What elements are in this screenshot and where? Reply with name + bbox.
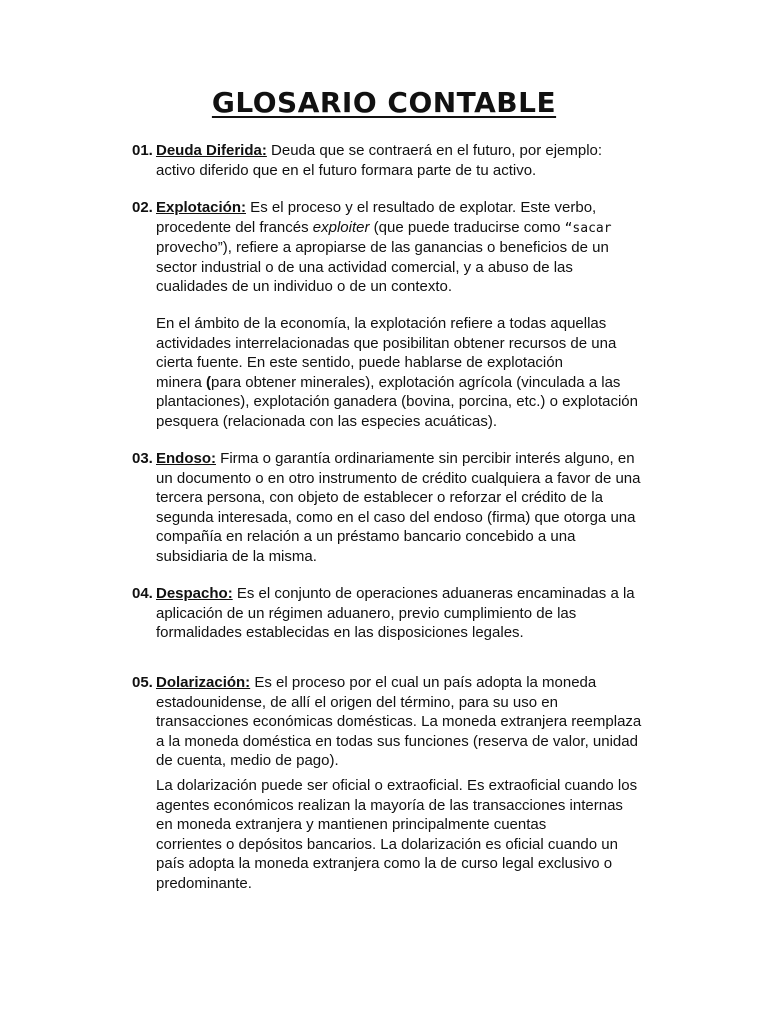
entry-line: La dolarización puede ser oficial o extraoficial. Es extraoficial cuando los [156,777,638,794]
entry-line [132,373,662,393]
entry-line: activo diferido que en el futuro formara parte de tu activo. [156,161,537,179]
entry-line [132,449,662,469]
entry-line: compañía en relación a un préstamo bancario concebido a una [156,528,576,546]
entry-text: minera [156,373,207,391]
entry-line [132,584,662,604]
entry-line: cualidades de un individuo o de un contexto. [156,278,453,296]
glossary-entry-03 [132,449,662,567]
entry-term: Endoso: [156,450,216,467]
entry-line: un documento o en otro instrumento de crédito cualquiera a favor de una [156,469,641,487]
entry-line: a la moneda doméstica en todas sus funciones (reserva de valor, unidad [156,732,638,750]
entry-02-paragraph-2 [132,314,662,432]
entry-text: ”), refiere a apropiarse de las ganancias o beneficios de un [217,239,609,257]
entry-number: 01. [132,142,153,159]
entry-line: agentes económicos realizan la mayoría de las transacciones internas [156,796,623,814]
entry-line: en moneda extranjera y mantienen principalmente cuentas [156,816,547,834]
entry-line: estadounidense, de allí el origen del término, para su uso en [156,693,558,711]
entry-line: tercera persona, con objeto de establecer o reforzar el crédito de la [156,489,603,507]
entry-line: subsidiaria de la misma. [156,547,317,565]
entry-text: (que puede traducirse como [369,218,565,236]
glossary-entry-04 [132,584,662,643]
foreign-word: exploiter [312,218,370,236]
entry-text: Firma o garantía ordinariamente sin percibir interés alguno, en [216,450,635,467]
entry-line: sector industrial o de una actividad comercial, y a abuso de las [156,258,573,276]
entry-line: En el ámbito de la economía, la explotación refiere a todas aquellas [156,315,607,332]
page-title [0,86,768,119]
entry-number: 05. [132,674,153,691]
entry-number: 04. [132,585,153,602]
glossary-entry-05 [132,673,662,771]
entry-line: cierta fuente. En este sentido, puede hablarse de explotación [156,354,563,372]
entry-line [132,198,662,218]
entry-line: plantaciones), explotación ganadera (bovina, porcina, etc.) o explotación [156,393,638,411]
entry-term: Dolarización: [156,674,251,691]
entry-line: predominante. [156,874,252,892]
entry-line: país adopta la moneda extranjera como la de curso legal exclusivo o [156,855,613,873]
entry-term: Despacho: [156,585,233,602]
entry-line: aplicación de un régimen aduanero, previo cumplimiento de las [156,604,577,622]
entry-text: para obtener minerales), explotación agrícola (vinculada a las [211,373,621,391]
entry-text: Es el proceso por el cual un país adopta la moneda [250,674,597,691]
entry-line: transacciones económicas domésticas. La moneda extranjera reemplaza [156,713,642,731]
entry-line: segunda interesada, como en el caso del endoso (firma) que otorga una [156,508,636,526]
entry-line: formalidades establecidas en las disposiciones legales. [156,624,524,642]
entry-number: 03. [132,450,153,467]
entry-text: Deuda que se contraerá en el futuro, por ejemplo: [266,142,603,159]
entry-line [132,673,662,693]
entry-term: Explotación: [156,199,247,216]
entry-term: Deuda Diferida: [156,142,267,159]
entry-line: actividades interrelacionadas que posibilitan obtener recursos de una [156,334,617,352]
quoted-text: “sacar [564,220,612,236]
entry-number: 02. [132,199,153,216]
entry-line [132,141,662,161]
entry-line [132,238,662,258]
title-text: GLOSARIO CONTABLE [211,86,557,119]
entry-text: procedente del francés [156,218,313,236]
glossary-entry-01 [132,141,662,180]
entry-text: Es el proceso y el resultado de explotar. Este verbo, [246,199,597,216]
entry-line: pesquera (relacionada con las especies acuáticas). [156,412,498,430]
entry-line: de cuenta, medio de pago). [156,752,339,770]
entry-text: Es el conjunto de operaciones aduaneras encaminadas a la [232,585,635,602]
entry-05-paragraph-2 [132,776,662,894]
entry-line: corrientes o depósitos bancarios. La dolarización es oficial cuando un [156,835,618,853]
glossary-entry-02 [132,198,662,297]
quoted-text: provecho [156,239,218,257]
entry-line [132,218,662,239]
entry-text: ( [206,373,212,391]
